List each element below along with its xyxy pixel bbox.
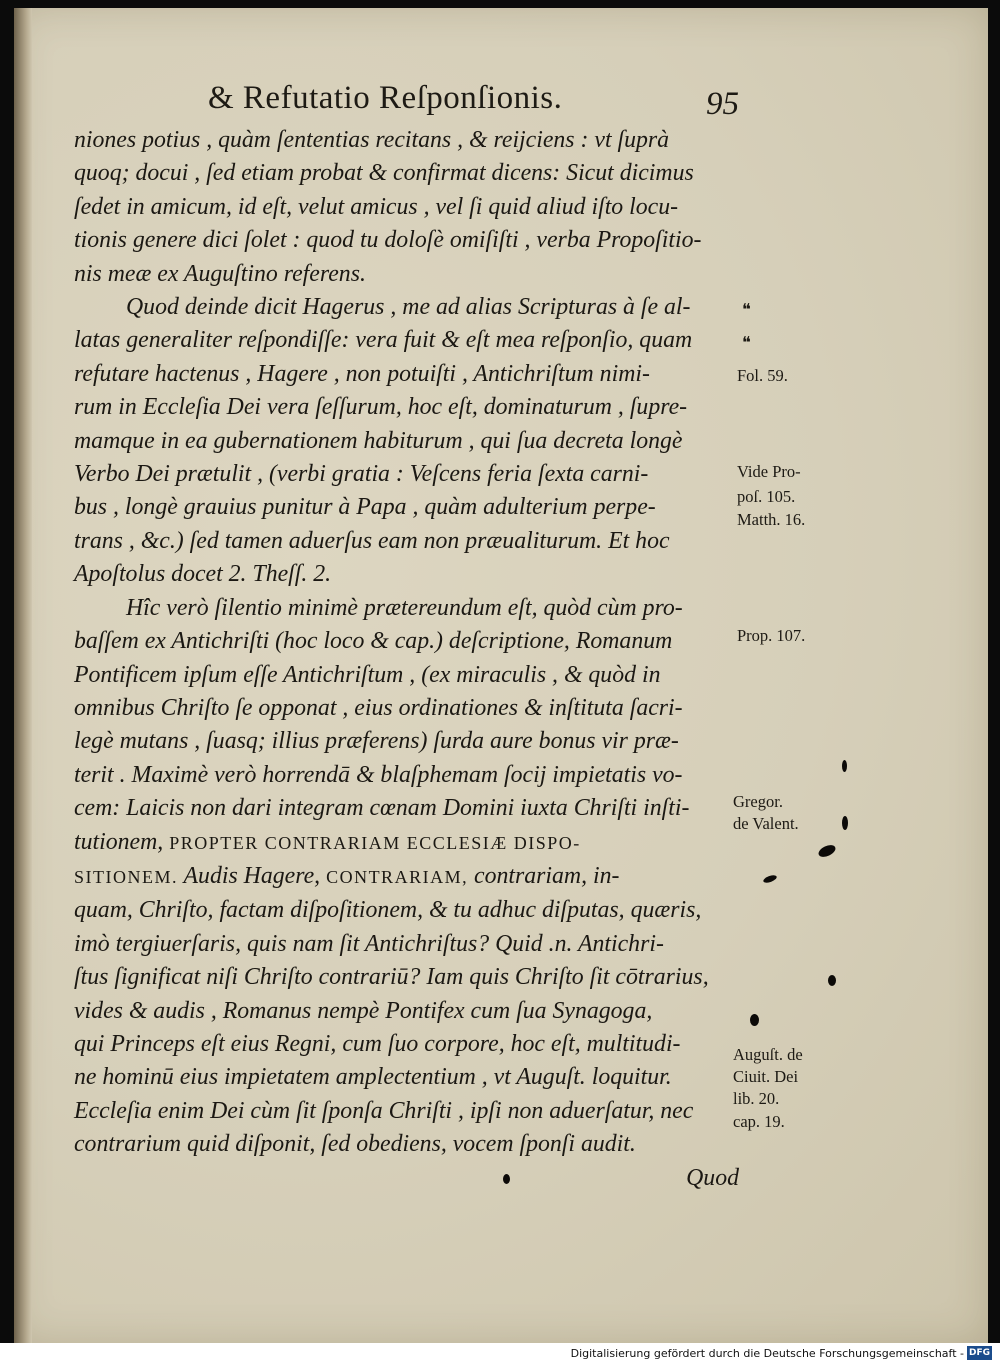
page-number: 95 (706, 86, 739, 122)
text-line: vides & audis , Romanus nempè Pontifex cum ſua Synagoga, (74, 997, 653, 1024)
text-line: contrarium quid diſponit, ſed obediens, vocem ſponſi audit. (74, 1131, 636, 1158)
text-line: rum in Eccleſia Dei vera ſeſſurum, hoc eſt, dominaturum , ſupre- (74, 394, 688, 421)
margin-note-august: Auguſt. de (733, 1045, 803, 1064)
text-line: qui Princeps eſt eius Regni, cum ſuo corpore, hoc eſt, multitudi- (74, 1030, 681, 1057)
margin-note-august: cap. 19. (733, 1112, 785, 1131)
margin-note-vide: poſ. 105. (737, 487, 796, 506)
text-line: tionis genere dici ſolet : quod tu doloſè omiſiſti , verba Propoſitio- (74, 227, 702, 254)
text-line: omnibus Chriſto ſe opponat , eius ordinationes & inſtituta ſacri- (74, 694, 683, 721)
text-line: nis meæ ex Auguſtino referens. (74, 260, 366, 287)
text-line: Verbo Dei prætulit , (verbi gratia : Veſcens feria ſexta carni- (74, 461, 649, 488)
text-line: Hîc verò ſilentio minimè prætereundum eſt, quòd cùm pro- (126, 594, 683, 621)
margin-note-fol: Fol. 59. (737, 366, 788, 385)
text-line: ſtus ſignificat niſi Chriſto contrariū? Iam quis Chriſto ſit cōtrarius, (74, 964, 709, 991)
margin-quote-mark: ❝ (742, 300, 751, 319)
text-fragment: tutionem, (74, 828, 164, 855)
text-line-caps (74, 826, 739, 860)
digitization-footer (0, 1343, 1000, 1365)
margin-note-prop: Prop. 107. (737, 626, 806, 645)
text-line: cem: Laicis non dari integram cœnam Domini iuxta Chriſti inſti- (74, 795, 690, 822)
margin-quote-mark: ❝ (742, 333, 751, 352)
margin-note-august: Ciuit. Dei (733, 1067, 799, 1086)
text-line-caps (74, 860, 739, 894)
dfg-logo: DFG (968, 1348, 990, 1358)
text-line: Pontificem ipſum eſſe Antichriſtum , (ex miraculis , & quòd in (74, 661, 661, 688)
text-line: trans , &c.) ſed tamen aduerſus eam non præualiturum. Et hoc (74, 527, 670, 554)
text-line: bus , longè grauius punitur à Papa , quàm adulterium perpe- (74, 494, 656, 521)
margin-note-august: lib. 20. (733, 1089, 780, 1108)
text-line: mamque in ea gubernationem habiturum , qui ſua decreta longè (74, 427, 683, 454)
catchword: Quod (686, 1164, 739, 1191)
text-line: refutare hactenus , Hagere , non potuiſti , Antichriſtum nimi- (74, 360, 650, 387)
footer-credit: Digitalisierung gefördert durch die Deutsche Forschungsgemeinschaft - (570, 1347, 964, 1360)
text-line: Quod deinde dicit Hagerus , me ad alias Scripturas à ſe al- (126, 294, 691, 321)
text-line: ſedet in amicum, id eſt, velut amicus , vel ſi quid aliud iſto locu- (74, 193, 679, 220)
small-caps-fragment: SITIONEM. (74, 866, 178, 887)
text-line: Eccleſia enim Dei cùm ſit ſponſa Chriſti , ipſi non aduerſatur, nec (74, 1097, 694, 1124)
margin-note-vide: Matth. 16. (737, 510, 806, 529)
text-line: Apoſtolus docet 2. Theſſ. 2. (74, 561, 332, 588)
margin-note-vide: Vide Pro- (737, 462, 801, 481)
text-line: terit . Maximè verò horrendā & blaſphemam ſocij impietatis vo- (74, 761, 683, 788)
text-line: imò tergiuerſaris, quis nam ſit Antichriſtus? Quid .n. Antichri- (74, 930, 664, 957)
ink-blot (842, 816, 848, 830)
main-text-block (74, 124, 739, 1195)
text-line: latas generaliter reſpondiſſe: vera fuit & eſt mea reſponſio, quam (74, 327, 693, 354)
text-line: baſſem ex Antichriſti (hoc loco & cap.) deſcriptione, Romanum (74, 628, 673, 655)
text-fragment: Audis Hagere, (178, 862, 327, 889)
ink-blot (750, 1014, 759, 1026)
ink-blot (842, 760, 847, 772)
running-header: & Refutatio Reſponſionis. (208, 80, 563, 116)
margin-note-gregor: Gregor. (733, 792, 783, 811)
text-line: legè mutans , ſuasq; illius præferens) ſurda aure bonus vir præ- (74, 728, 679, 755)
small-caps-fragment: PROPTER CONTRARIAM ECCLESIÆ DISPO- (169, 832, 581, 853)
page-binding-edge (14, 8, 32, 1343)
text-line: quam, Chriſto, factam diſpoſitionem, & tu adhuc diſputas, quæris, (74, 897, 702, 924)
text-line: quoq; docui , ſed etiam probat & confirmat dicens: Sicut dicimus (74, 160, 694, 187)
ink-blot (828, 975, 836, 986)
text-line: ne hominū eius impietatem amplectentium , vt Auguſt. loquitur. (74, 1064, 672, 1091)
text-fragment: contrariam, in- (468, 862, 620, 889)
small-caps-fragment: CONTRARIAM, (326, 866, 469, 887)
ink-blot (503, 1174, 510, 1184)
text-line: niones potius , quàm ſententias recitans , & reijciens : vt ſuprà (74, 127, 670, 153)
margin-note-gregor: de Valent. (733, 814, 799, 833)
